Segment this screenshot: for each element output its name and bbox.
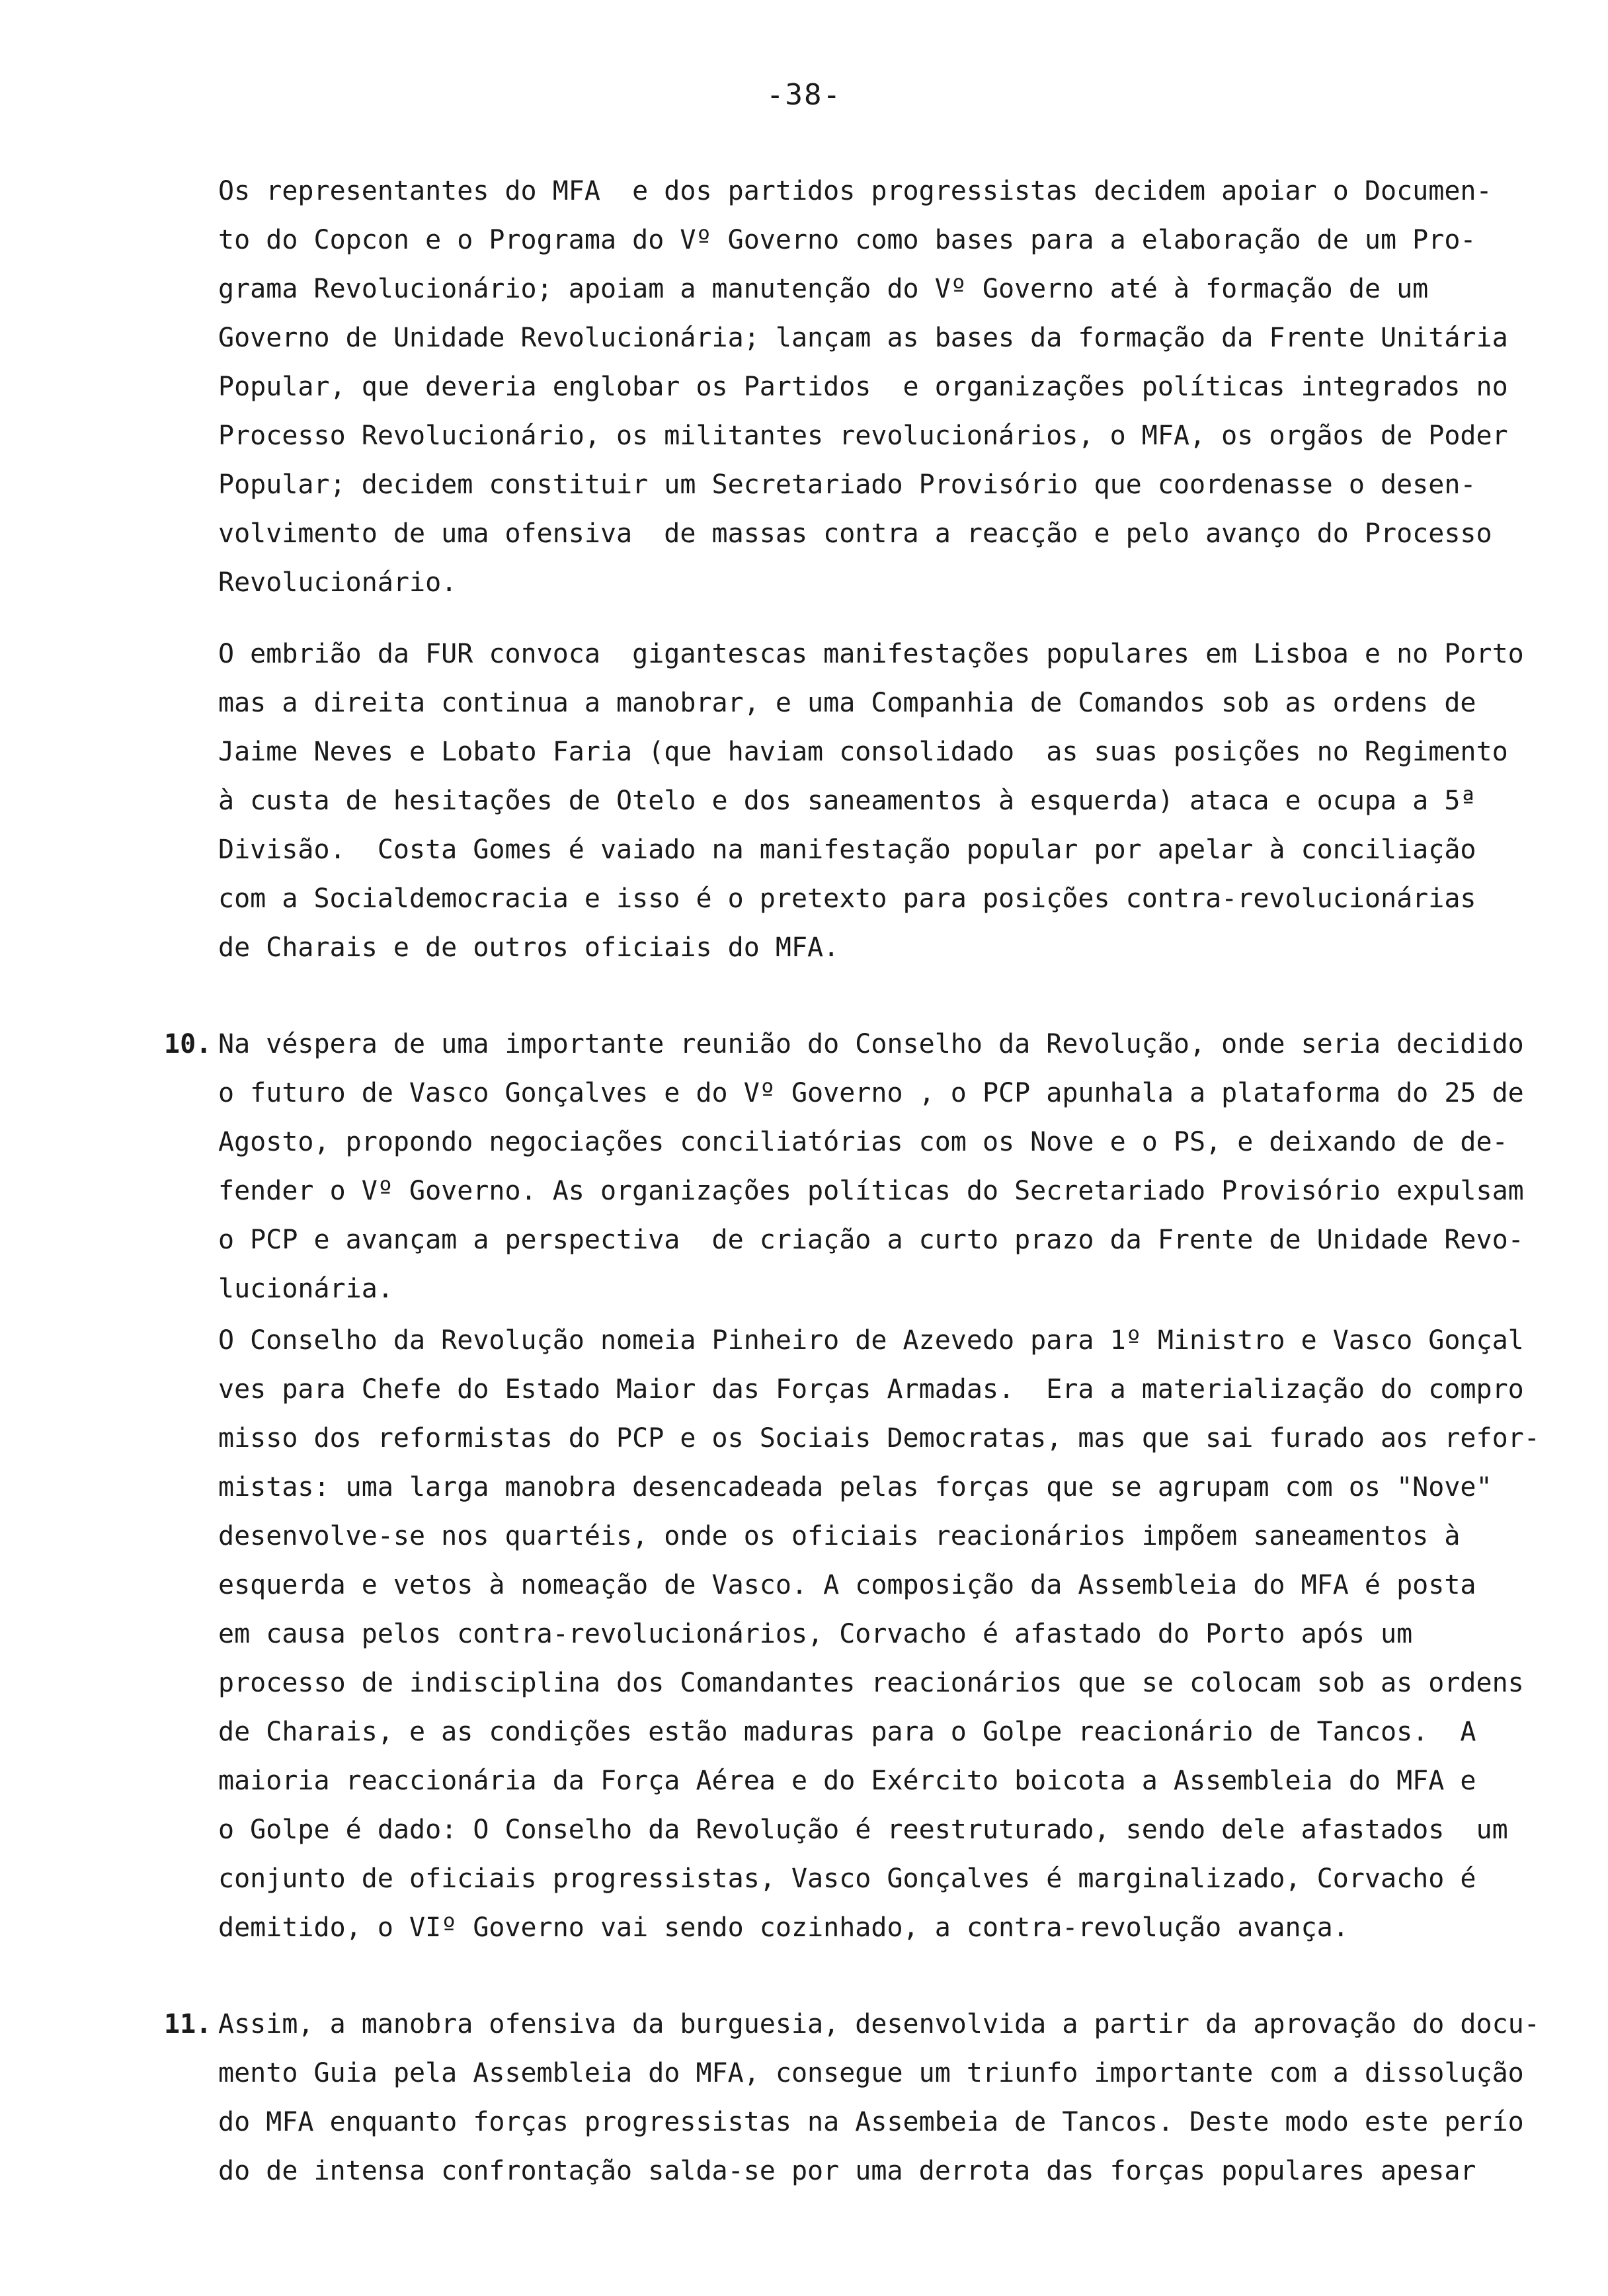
text-line: Na véspera de uma importante reunião do Conselho da Revolução, onde seria decidido <box>218 1029 1524 1059</box>
text-line: do MFA enquanto forças progressistas na Assembeia de Tancos. Deste modo este perío <box>218 2107 1524 2137</box>
text-line: to do Copcon e o Programa do Vº Governo como bases para a elaboração de um Pro- <box>218 225 1476 255</box>
text-line: Assim, a manobra ofensiva da burguesia, desenvolvida a partir da aprovação do docu- <box>218 2009 1540 2039</box>
text-line: do de intensa confrontação salda-se por uma derrota das forças populares apesar <box>218 2156 1476 2186</box>
section-number: 11. <box>164 2009 212 2039</box>
text-line: Os representantes do MFA e dos partidos progressistas decidem apoiar o Documen- <box>218 176 1492 206</box>
text-line: Jaime Neves e Lobato Faria (que haviam consolidado as suas posições no Regimento <box>218 737 1508 767</box>
text-line: com a Socialdemocracia e isso é o pretexto para posições contra-revolucionárias <box>218 883 1476 914</box>
text-line: conjunto de oficiais progressistas, Vasco Gonçalves é marginalizado, Corvacho é <box>218 1864 1476 1894</box>
text-line: mento Guia pela Assembleia do MFA, consegue um triunfo importante com a dissolução <box>218 2058 1524 2088</box>
text-line: mistas: uma larga manobra desencadeada pelas forças que se agrupam com os "Nove" <box>218 1472 1492 1502</box>
section-10 <box>164 1020 1582 1313</box>
text-line: volvimento de uma ofensiva de massas contra a reacção e pelo avanço do Processo <box>218 518 1492 549</box>
text-line: O Conselho da Revolução nomeia Pinheiro de Azevedo para 1º Ministro e Vasco Gonçal <box>218 1325 1524 1356</box>
text-line: fender o Vº Governo. As organizações políticas do Secretariado Provisório expulsam <box>218 1176 1524 1206</box>
text-line: processo de indisciplina dos Comandantes reacionários que se colocam sob as ordens <box>218 1668 1524 1698</box>
text-line: o PCP e avançam a perspectiva de criação a curto prazo da Frente de Unidade Revo- <box>218 1225 1524 1255</box>
page-number: -38- <box>766 78 842 112</box>
text-line: grama Revolucionário; apoiam a manutenção do Vº Governo até à formação de um <box>218 274 1429 304</box>
text-line: à custa de hesitações de Otelo e dos saneamentos à esquerda) ataca e ocupa a 5ª <box>218 786 1476 816</box>
text-line: em causa pelos contra-revolucionários, Corvacho é afastado do Porto após um <box>218 1619 1413 1649</box>
text-line: Governo de Unidade Revolucionária; lançam as bases da formação da Frente Unitária <box>218 323 1508 353</box>
paragraph-fur-manifestations <box>218 630 1582 972</box>
text-line: maioria reaccionária da Força Aérea e do Exército boicota a Assembleia do MFA e <box>218 1766 1476 1796</box>
section-10-continuation <box>218 1316 1582 1952</box>
text-line: de Charais e de outros oficiais do MFA. <box>218 932 840 963</box>
text-line: mas a direita continua a manobrar, e uma Companhia de Comandos sob as ordens de <box>218 688 1476 718</box>
text-line: ves para Chefe do Estado Maior das Forças Armadas. Era a materialização do compro <box>218 1374 1524 1405</box>
text-line: lucionária. <box>218 1274 393 1304</box>
text-line: demitido, o VIº Governo vai sendo cozinhado, a contra-revolução avança. <box>218 1912 1349 1943</box>
text-line: Agosto, propondo negociações conciliatórias com os Nove e o PS, e deixando de de- <box>218 1127 1508 1157</box>
text-line: Divisão. Costa Gomes é vaiado na manifestação popular por apelar à conciliação <box>218 835 1476 865</box>
text-line: Popular, que deveria englobar os Partidos e organizações políticas integrados no <box>218 372 1508 402</box>
section-11 <box>164 2000 1582 2195</box>
paragraph-mfa-decisions <box>218 167 1582 607</box>
text-line: de Charais, e as condições estão maduras para o Golpe reacionário de Tancos. A <box>218 1717 1476 1747</box>
text-line: o Golpe é dado: O Conselho da Revolução é reestruturado, sendo dele afastados um <box>218 1815 1508 1845</box>
text-line: misso dos reformistas do PCP e os Sociais Democratas, mas que sai furado aos refor- <box>218 1423 1540 1454</box>
section-number: 10. <box>164 1029 212 1059</box>
text-line: esquerda e vetos à nomeação de Vasco. A composição da Assembleia do MFA é posta <box>218 1570 1476 1600</box>
text-line: Processo Revolucionário, os militantes revolucionários, o MFA, os orgãos de Poder <box>218 421 1508 451</box>
text-line: o futuro de Vasco Gonçalves e do Vº Governo , o PCP apunhala a plataforma do 25 de <box>218 1078 1524 1108</box>
text-line: desenvolve-se nos quartéis, onde os oficiais reacionários impõem saneamentos à <box>218 1521 1461 1551</box>
text-line: Popular; decidem constituir um Secretariado Provisório que coordenasse o desen- <box>218 470 1476 500</box>
text-line: Revolucionário. <box>218 567 458 598</box>
text-line: O embrião da FUR convoca gigantescas manifestações populares em Lisboa e no Porto <box>218 639 1524 669</box>
